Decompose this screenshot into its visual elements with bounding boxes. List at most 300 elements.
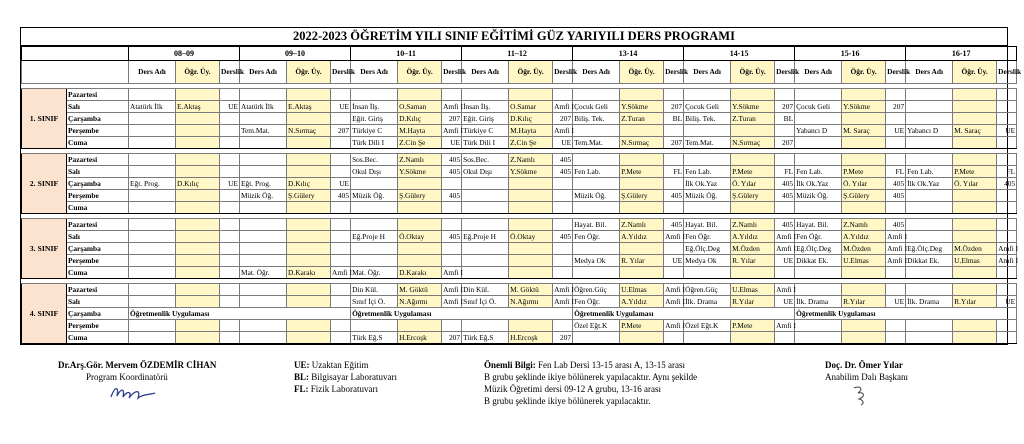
note-line: Fen Lab Dersi 13-15 arası A, 13-15 arası xyxy=(538,360,685,370)
instructor-cell xyxy=(953,101,997,113)
instructor-cell: H.Ercoşk xyxy=(398,332,442,344)
course-cell xyxy=(906,190,953,202)
instructor-cell xyxy=(953,154,997,166)
instructor-cell xyxy=(620,125,664,137)
room-cell: Amfi I xyxy=(776,243,797,253)
room-cell: 405 xyxy=(775,219,795,231)
room-cell xyxy=(775,154,795,166)
instructor-cell xyxy=(176,243,220,255)
room-cell: 405 xyxy=(886,219,906,231)
instructor-cell: M. Saraç xyxy=(842,125,886,137)
day-row xyxy=(22,332,1017,344)
course-cell xyxy=(462,178,509,190)
instructor-cell xyxy=(842,113,886,125)
room-cell: Amfi I xyxy=(665,231,686,241)
room-cell xyxy=(220,190,240,202)
room-cell xyxy=(886,267,906,279)
course-cell: Eğt. Prog. xyxy=(129,178,176,190)
course-cell xyxy=(462,219,509,231)
instructor-cell xyxy=(509,267,553,279)
day-row xyxy=(22,308,1017,320)
practice-cell: Öğretmenlik Uygulaması xyxy=(795,308,1017,320)
col-header-ders: Ders Adı xyxy=(684,61,731,84)
course-cell xyxy=(351,255,398,267)
instructor-cell xyxy=(398,243,442,255)
hour-label: 11–12 xyxy=(462,47,573,61)
room-cell xyxy=(664,243,684,255)
room-cell: Amfi I xyxy=(665,320,686,330)
instructor-cell: R. Yılar xyxy=(731,255,775,267)
instructor-cell xyxy=(287,166,331,178)
course-cell xyxy=(129,231,176,243)
instructor-cell: Ş.Gülery xyxy=(398,190,442,202)
instructor-cell: D.Kılıç xyxy=(509,113,553,125)
course-cell xyxy=(129,113,176,125)
col-header-ders: Ders Adı xyxy=(462,61,509,84)
room-cell xyxy=(220,231,240,243)
day-label: Pazartesi xyxy=(67,154,129,166)
course-cell xyxy=(795,320,842,332)
instructor-cell xyxy=(176,166,220,178)
room-cell xyxy=(331,137,351,149)
room-cell: UE xyxy=(886,296,906,308)
instructor-cell: Ş.Gülery xyxy=(731,190,775,202)
course-cell: Müzik Öğ. xyxy=(684,190,731,202)
instructor-cell: Ö. Yılar xyxy=(842,178,886,190)
instructor-cell xyxy=(176,255,220,267)
instructor-cell: Ş.Gülery xyxy=(287,190,331,202)
room-cell xyxy=(220,332,240,344)
room-cell: Amfi I xyxy=(554,284,574,294)
room-cell: UE xyxy=(775,296,795,308)
day-label: Cuma xyxy=(67,332,129,344)
course-cell xyxy=(129,89,176,101)
room-cell xyxy=(331,296,351,308)
instructor-cell xyxy=(287,332,331,344)
day-label: Cuma xyxy=(67,137,129,149)
course-cell: Din Kül. xyxy=(462,284,509,296)
col-header-ders: Ders Adı xyxy=(129,61,176,84)
instructor-cell xyxy=(176,332,220,344)
instructor-cell: Y.Sökme xyxy=(731,101,775,113)
instructor-cell xyxy=(176,320,220,332)
room-cell xyxy=(553,89,573,101)
room-cell xyxy=(331,284,351,296)
instructor-cell: A.Yıldız xyxy=(620,231,664,243)
room-cell: FL xyxy=(664,166,684,178)
legend-item xyxy=(294,359,397,371)
instructor-cell xyxy=(176,154,220,166)
room-cell: Amfi I xyxy=(887,231,908,241)
course-cell xyxy=(795,332,842,344)
course-cell xyxy=(462,243,509,255)
instructor-cell xyxy=(287,113,331,125)
instructor-cell xyxy=(176,219,220,231)
col-header-derslik: Derslik xyxy=(664,61,684,84)
instructor-cell: A.Yıldız xyxy=(620,296,664,308)
room-cell: 405 xyxy=(553,154,573,166)
instructor-cell xyxy=(953,231,997,243)
course-cell: Yabancı D xyxy=(795,125,842,137)
instructor-cell xyxy=(953,332,997,344)
room-cell: UE xyxy=(553,137,573,149)
course-cell xyxy=(129,284,176,296)
course-cell xyxy=(906,89,953,101)
instructor-cell: D.Kılıç xyxy=(176,178,220,190)
room-cell: 405 xyxy=(886,190,906,202)
course-cell xyxy=(906,284,953,296)
instructor-cell: Ö.Oktay xyxy=(398,231,442,243)
instructor-cell xyxy=(953,284,997,296)
course-cell xyxy=(462,255,509,267)
coordinator-signature xyxy=(108,382,158,404)
course-cell: Mat. Öğr. xyxy=(351,267,398,279)
instructor-cell: H.Ercoşk xyxy=(509,332,553,344)
day-label: Pazartesi xyxy=(67,284,129,296)
room-cell xyxy=(220,267,240,279)
course-cell xyxy=(462,190,509,202)
course-cell xyxy=(906,219,953,231)
course-cell: Tem.Mat. xyxy=(573,137,620,149)
room-cell xyxy=(997,284,1017,296)
course-cell xyxy=(129,255,176,267)
instructor-cell xyxy=(176,296,220,308)
course-cell xyxy=(462,320,509,332)
course-cell xyxy=(795,89,842,101)
hour-label: 13-14 xyxy=(573,47,684,61)
instructor-cell xyxy=(287,231,331,243)
room-cell: 405 xyxy=(997,178,1017,190)
room-cell: FL xyxy=(997,166,1017,178)
course-cell: Eğ.Ölç.Deg xyxy=(684,243,731,255)
course-cell: Tem.Mat. xyxy=(684,137,731,149)
instructor-cell: M.Özden xyxy=(842,243,886,255)
instructor-cell xyxy=(620,178,664,190)
room-cell: Amfi I xyxy=(443,101,463,111)
head-block xyxy=(825,359,908,383)
instructor-cell xyxy=(398,178,442,190)
col-header-derslik: Derslik xyxy=(997,61,1017,84)
instructor-cell: Y.Sökme xyxy=(620,101,664,113)
instructor-cell: Z.Namlı xyxy=(398,154,442,166)
instructor-cell xyxy=(842,137,886,149)
room-cell: 405 xyxy=(553,231,573,243)
instructor-cell xyxy=(287,219,331,231)
room-cell: 405 xyxy=(664,219,684,231)
course-cell: Yabancı D xyxy=(906,125,953,137)
course-cell xyxy=(240,332,287,344)
instructor-cell: Ö.Oktay xyxy=(509,231,553,243)
day-row xyxy=(22,243,1017,255)
instructor-cell xyxy=(953,137,997,149)
room-cell: Amfi I xyxy=(776,320,797,330)
room-cell xyxy=(442,178,462,190)
room-cell: UE xyxy=(775,255,795,267)
instructor-cell xyxy=(842,284,886,296)
course-cell xyxy=(906,101,953,113)
day-label: Salı xyxy=(67,231,129,243)
hour-label: 09–10 xyxy=(240,47,351,61)
room-cell: Amfi I xyxy=(998,243,1019,253)
course-cell xyxy=(573,89,620,101)
course-cell: Türk Eğ.S xyxy=(351,332,398,344)
coordinator-block xyxy=(58,359,216,383)
course-cell: Fen Öğr. xyxy=(573,296,620,308)
instructor-cell xyxy=(953,320,997,332)
course-cell xyxy=(240,320,287,332)
instructor-cell: Z.Turan xyxy=(731,113,775,125)
course-cell xyxy=(906,332,953,344)
instructor-cell: Ş.Gülery xyxy=(620,190,664,202)
course-cell: Fen Lab. xyxy=(795,166,842,178)
room-cell xyxy=(442,219,462,231)
course-cell: Türkiye C xyxy=(462,125,509,137)
course-cell xyxy=(906,154,953,166)
col-header-ders: Ders Adı xyxy=(906,61,953,84)
room-cell xyxy=(886,137,906,149)
day-row xyxy=(22,296,1017,308)
instructor-cell: A.Yıldız xyxy=(842,231,886,243)
instructor-cell xyxy=(842,89,886,101)
legend-item xyxy=(294,371,397,383)
course-cell xyxy=(573,125,620,137)
instructor-cell: D.Karakı xyxy=(398,267,442,279)
instructor-cell: P.Mete xyxy=(731,320,775,332)
course-cell: Müzik Öğ. xyxy=(240,190,287,202)
instructor-cell: U.Elmas xyxy=(620,284,664,296)
instructor-cell xyxy=(176,125,220,137)
room-cell xyxy=(997,332,1017,344)
instructor-cell: P.Mete xyxy=(953,166,997,178)
day-row xyxy=(22,202,1017,214)
room-cell xyxy=(220,154,240,166)
instructor-cell xyxy=(509,219,553,231)
room-cell xyxy=(775,332,795,344)
course-cell: Çocuk Geli xyxy=(684,101,731,113)
course-cell: Okul Dışı xyxy=(351,166,398,178)
room-cell xyxy=(220,219,240,231)
instructor-cell xyxy=(731,202,775,214)
room-cell: Amfi I xyxy=(887,255,908,265)
day-row xyxy=(22,190,1017,202)
instructor-cell xyxy=(509,89,553,101)
col-header-ders: Ders Adı xyxy=(573,61,620,84)
legend-key: FL: xyxy=(294,384,309,394)
day-row xyxy=(22,154,1017,166)
room-cell: 405 xyxy=(553,166,573,178)
instructor-cell xyxy=(842,154,886,166)
instructor-cell: Z.Cin Şe xyxy=(398,137,442,149)
course-cell xyxy=(351,89,398,101)
course-cell: Müzik Öğ. xyxy=(795,190,842,202)
hour-label: 08–09 xyxy=(129,47,240,61)
room-cell: Amfi I xyxy=(443,284,463,294)
instructor-cell: A.Yıldız xyxy=(731,231,775,243)
course-cell xyxy=(240,202,287,214)
instructor-cell xyxy=(287,154,331,166)
legend-key: UE: xyxy=(294,360,310,370)
day-row xyxy=(22,89,1017,101)
instructor-cell: Ö. Yılar xyxy=(953,178,997,190)
course-cell: Türk Dili I xyxy=(462,137,509,149)
day-row xyxy=(22,255,1017,267)
course-cell: Fen Lab. xyxy=(684,166,731,178)
instructor-cell xyxy=(842,320,886,332)
instructor-cell xyxy=(176,137,220,149)
course-cell xyxy=(240,113,287,125)
room-cell: 405 xyxy=(775,190,795,202)
room-cell xyxy=(664,202,684,214)
col-header-ders: Ders Adı xyxy=(240,61,287,84)
room-cell: Amfi I xyxy=(554,125,574,135)
room-cell xyxy=(553,320,573,332)
room-cell: UE xyxy=(997,125,1017,137)
instructor-cell: P.Mete xyxy=(620,320,664,332)
room-cell: Amfi I xyxy=(443,296,463,306)
course-cell: İlk. Drama xyxy=(684,296,731,308)
day-row xyxy=(22,219,1017,231)
course-cell xyxy=(351,178,398,190)
col-header-ogr: Öğr. Üy. xyxy=(176,61,220,84)
course-cell: İnsan İlş. xyxy=(462,101,509,113)
instructor-cell xyxy=(953,219,997,231)
course-cell xyxy=(240,284,287,296)
instructor-cell: R. Yılar xyxy=(620,255,664,267)
instructor-cell xyxy=(509,178,553,190)
course-cell: Sos.Bec. xyxy=(462,154,509,166)
instructor-cell xyxy=(731,267,775,279)
room-cell xyxy=(775,202,795,214)
schedule-table xyxy=(21,46,1022,344)
room-cell xyxy=(220,202,240,214)
class-label: 3. SINIF xyxy=(22,219,67,279)
room-cell xyxy=(664,267,684,279)
col-header-ders: Ders Adı xyxy=(795,61,842,84)
day-row xyxy=(22,284,1017,296)
room-cell xyxy=(331,154,351,166)
room-cell xyxy=(997,154,1017,166)
day-label: Salı xyxy=(67,296,129,308)
instructor-cell: M. Göktü xyxy=(509,284,553,296)
room-cell: 405 xyxy=(664,190,684,202)
room-cell xyxy=(331,89,351,101)
course-cell xyxy=(906,137,953,149)
course-cell xyxy=(240,231,287,243)
day-label: Salı xyxy=(67,101,129,113)
col-header-derslik: Derslik xyxy=(220,61,240,84)
room-cell xyxy=(664,178,684,190)
course-cell: Atatürk İlk xyxy=(129,101,176,113)
room-cell: Amfi I xyxy=(887,243,908,253)
room-cell xyxy=(220,243,240,255)
course-cell: Özel Eğt.K xyxy=(573,320,620,332)
room-cell xyxy=(664,154,684,166)
instructor-cell xyxy=(398,89,442,101)
instructor-cell xyxy=(953,89,997,101)
room-cell: UE xyxy=(664,255,684,267)
day-row xyxy=(22,178,1017,190)
legend-value: Bilgisayar Laboratuvarı xyxy=(311,372,397,382)
course-cell: Türk Dili I xyxy=(351,137,398,149)
instructor-cell: N.Ağırmı xyxy=(509,296,553,308)
course-cell xyxy=(351,243,398,255)
course-cell: Fen Öğr. xyxy=(795,231,842,243)
room-cell: UE xyxy=(331,178,351,190)
room-cell: 207 xyxy=(553,332,573,344)
room-cell xyxy=(220,137,240,149)
practice-cell: Öğretmenlik Uygulaması xyxy=(351,308,573,320)
room-cell: Amfi I xyxy=(443,125,463,135)
course-cell xyxy=(684,202,731,214)
room-cell xyxy=(220,113,240,125)
course-cell xyxy=(573,154,620,166)
room-cell: 207 xyxy=(886,101,906,113)
col-header-ogr: Öğr. Üy. xyxy=(842,61,886,84)
col-header-ogr: Öğr. Üy. xyxy=(731,61,775,84)
legend-value: Fizik Laboratuvarı xyxy=(310,384,378,394)
course-cell: Dikkat Ek. xyxy=(906,255,953,267)
hour-header-row xyxy=(22,47,1017,61)
instructor-cell: U.Elmas xyxy=(731,284,775,296)
course-cell xyxy=(906,231,953,243)
room-cell: 405 xyxy=(442,166,462,178)
instructor-cell: Ş.Gülery xyxy=(842,190,886,202)
instructor-cell xyxy=(953,190,997,202)
col-header-ogr: Öğr. Üy. xyxy=(398,61,442,84)
important-note xyxy=(484,359,697,407)
course-cell: Tem.Mat. xyxy=(240,125,287,137)
room-cell xyxy=(331,219,351,231)
course-cell xyxy=(129,202,176,214)
room-cell xyxy=(997,267,1017,279)
room-cell: UE xyxy=(331,101,351,113)
day-label: Pazartesi xyxy=(67,89,129,101)
room-cell: 207 xyxy=(664,137,684,149)
col-header-derslik: Derslik xyxy=(886,61,906,84)
room-cell xyxy=(997,137,1017,149)
instructor-cell: Z.Namlı xyxy=(842,219,886,231)
instructor-cell xyxy=(842,202,886,214)
instructor-cell: P.Mete xyxy=(620,166,664,178)
instructor-cell: O.Saman xyxy=(398,101,442,113)
room-cell xyxy=(553,190,573,202)
instructor-cell: Y.Sökme xyxy=(509,166,553,178)
day-label: Çarşamba xyxy=(67,178,129,190)
instructor-cell xyxy=(620,267,664,279)
course-cell xyxy=(240,89,287,101)
instructor-cell xyxy=(620,202,664,214)
course-cell xyxy=(351,202,398,214)
room-cell: 207 xyxy=(553,113,573,125)
hour-label: 14-15 xyxy=(684,47,795,61)
hour-label: 15-16 xyxy=(795,47,906,61)
course-cell: İlk. Drama xyxy=(795,296,842,308)
room-cell xyxy=(886,89,906,101)
room-cell xyxy=(442,89,462,101)
room-cell xyxy=(220,125,240,137)
instructor-cell xyxy=(398,202,442,214)
room-cell: Amfi I xyxy=(332,267,352,277)
course-cell xyxy=(129,332,176,344)
day-label: Perşembe xyxy=(67,190,129,202)
schedule-sheet xyxy=(20,27,1022,345)
room-cell xyxy=(331,113,351,125)
day-label: Çarşamba xyxy=(67,308,129,320)
head-signature xyxy=(850,383,874,407)
instructor-cell xyxy=(509,190,553,202)
room-cell xyxy=(220,296,240,308)
instructor-cell: N.Sırmaç xyxy=(620,137,664,149)
